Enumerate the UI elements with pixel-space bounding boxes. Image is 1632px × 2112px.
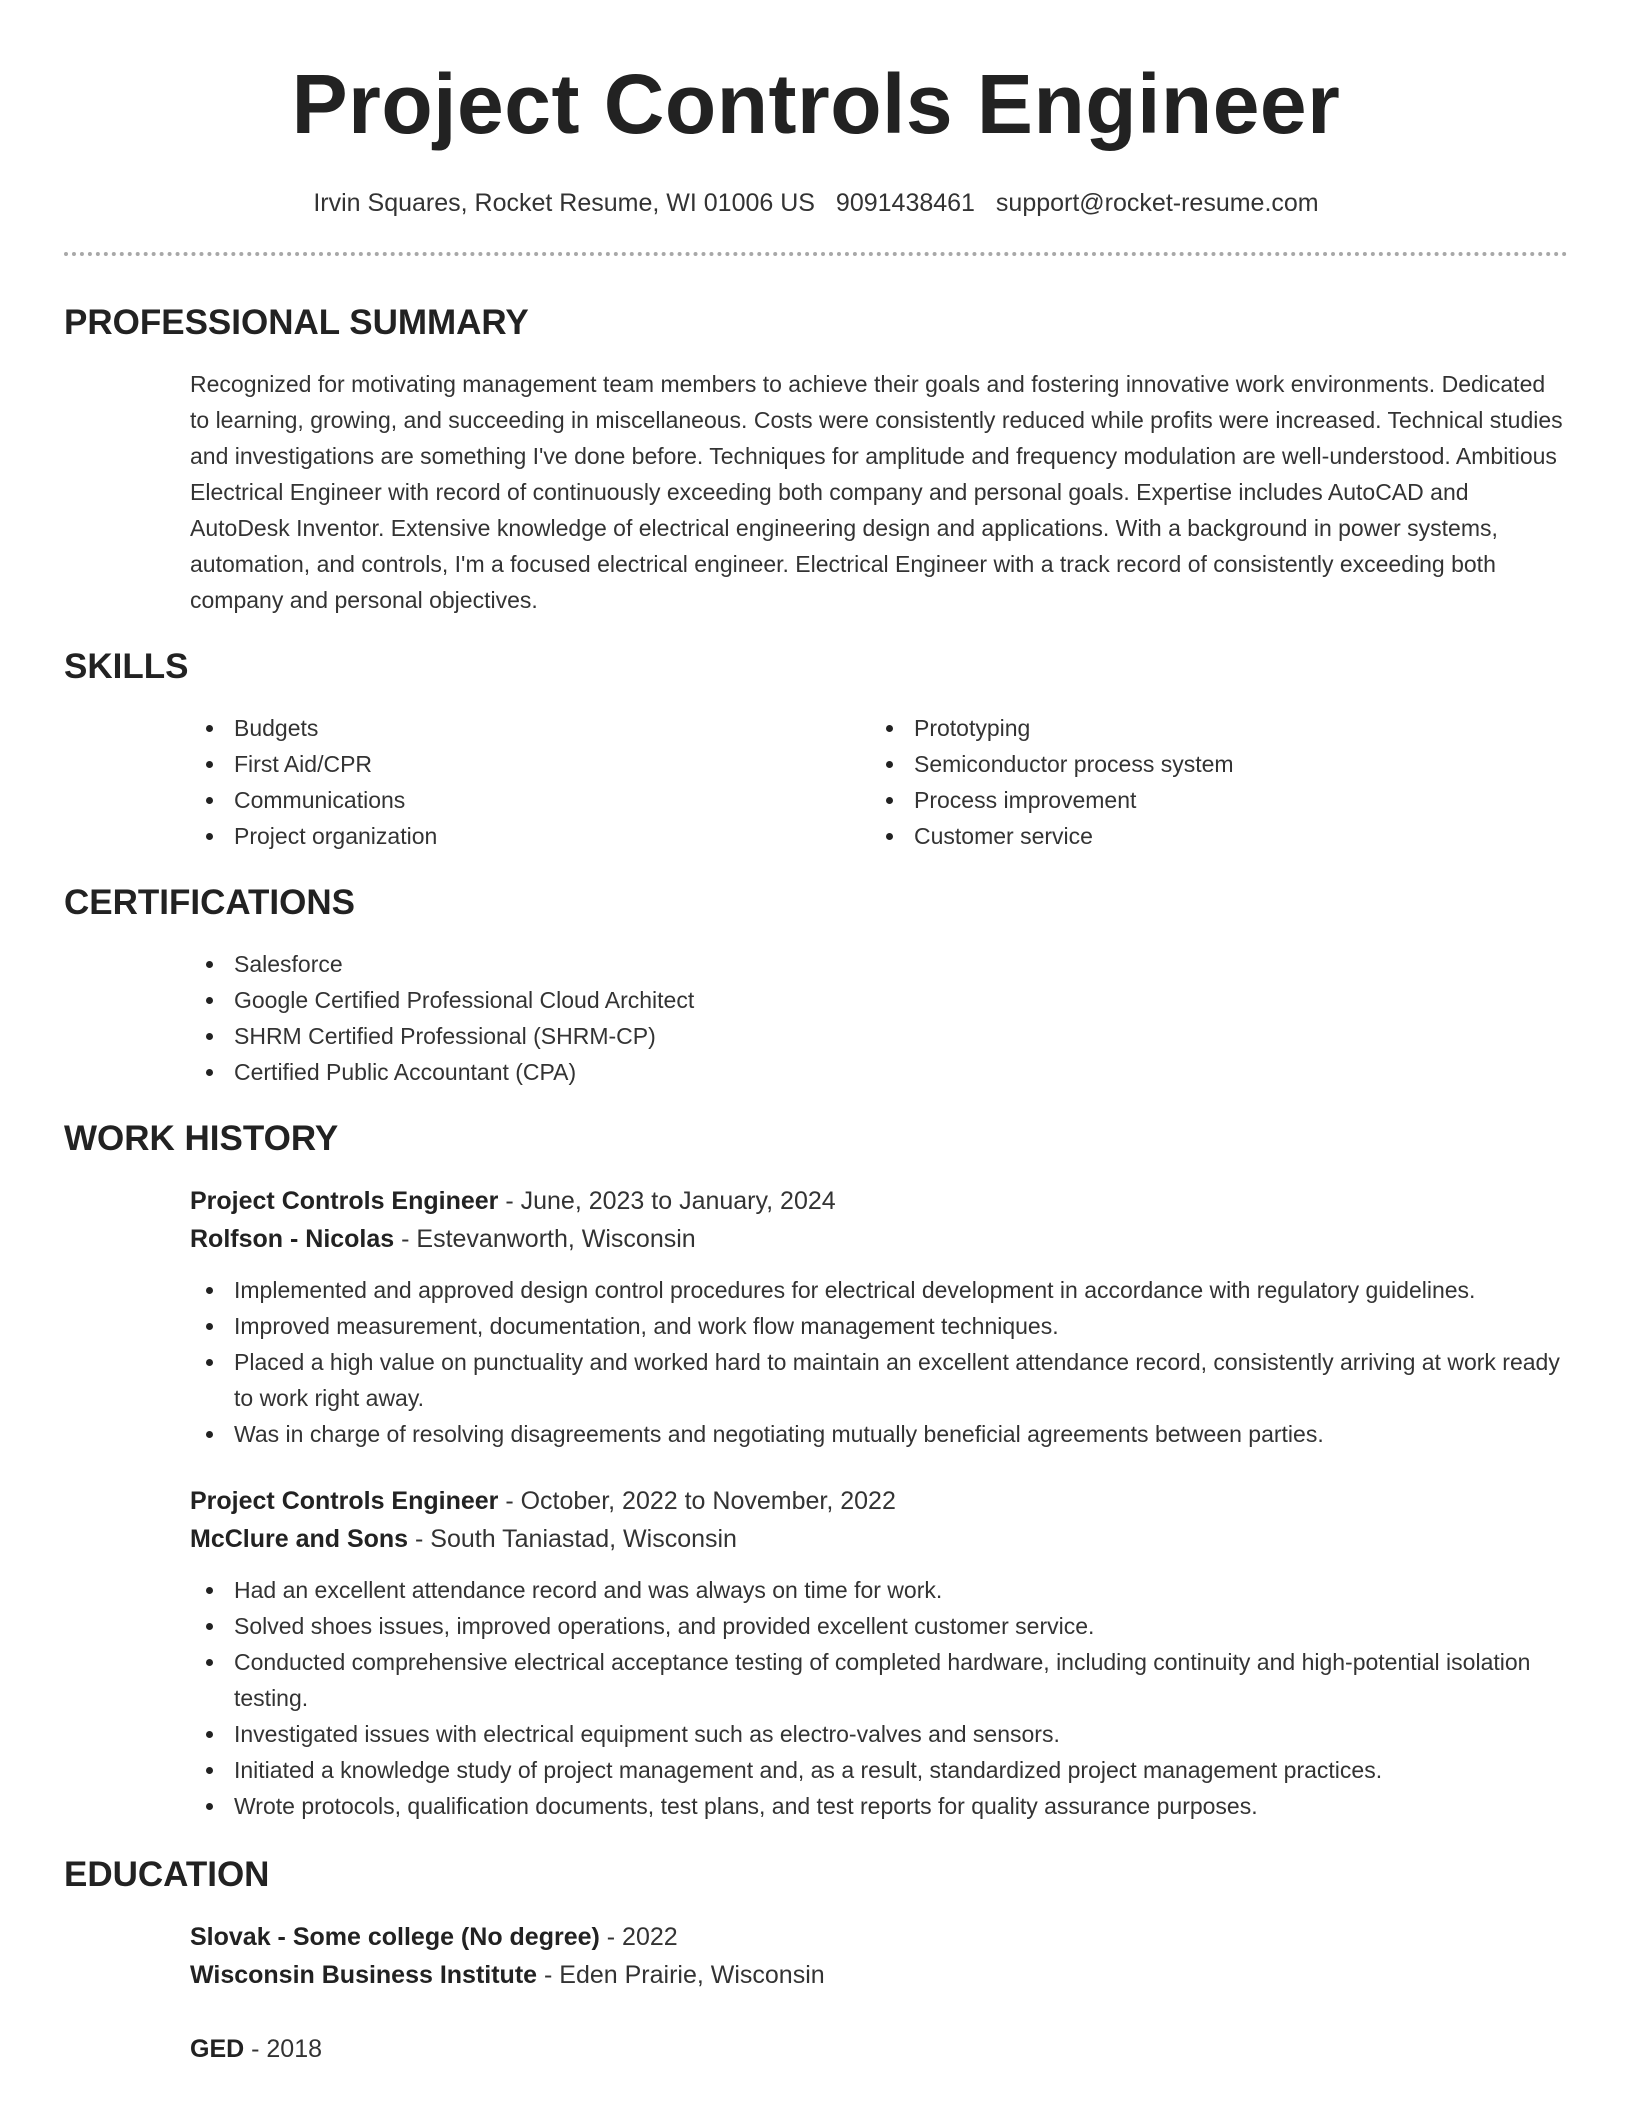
job-dates: - June, 2023 to January, 2024 bbox=[498, 1187, 836, 1215]
certification-item: Certified Public Accountant (CPA) bbox=[190, 1054, 1568, 1090]
certifications-section bbox=[64, 882, 1568, 1090]
education-school: Wisconsin Business Institute bbox=[190, 1961, 538, 1989]
resume-header bbox=[64, 0, 1568, 220]
job-bullet: Placed a high value on punctuality and worked hard to maintain an excellent attendance record, consistently arriving at work ready to work right away. bbox=[190, 1344, 1568, 1416]
job-role: Project Controls Engineer bbox=[190, 1487, 499, 1515]
education-heading: EDUCATION bbox=[64, 1855, 270, 1894]
skill-item: Prototyping bbox=[870, 710, 1550, 746]
summary-heading: PROFESSIONAL SUMMARY bbox=[64, 303, 529, 342]
work-history-heading: WORK HISTORY bbox=[64, 1119, 339, 1158]
education-degree: GED bbox=[190, 2035, 245, 2063]
education-entry bbox=[190, 2030, 1568, 2068]
education-section bbox=[64, 1854, 1568, 2068]
education-degree-line bbox=[190, 2030, 1568, 2068]
job-bullet: Investigated issues with electrical equipment such as electro-valves and sensors. bbox=[190, 1716, 1568, 1752]
skills-grid bbox=[190, 710, 1568, 854]
job-dates: - October, 2022 to November, 2022 bbox=[498, 1487, 896, 1515]
job-title-line bbox=[190, 1182, 1568, 1220]
resume-title: Project Controls Engineer bbox=[291, 57, 1341, 151]
education-year: - 2022 bbox=[599, 1923, 678, 1951]
education-school-line bbox=[190, 1956, 1568, 1994]
skills-section bbox=[64, 646, 1568, 854]
skills-column-left bbox=[190, 710, 870, 854]
job-location: - Estevanworth, Wisconsin bbox=[394, 1225, 696, 1253]
skills-column-right bbox=[870, 710, 1550, 854]
job-company: McClure and Sons bbox=[190, 1525, 409, 1553]
education-degree-line bbox=[190, 1918, 1568, 1956]
job-bullet: Conducted comprehensive electrical acceptance testing of completed hardware, including continuity and high-potential isolation testing. bbox=[190, 1644, 1568, 1716]
job-bullet: Improved measurement, documentation, and work flow management techniques. bbox=[190, 1308, 1568, 1344]
work-history-section bbox=[64, 1118, 1568, 1824]
job-role: Project Controls Engineer bbox=[190, 1187, 499, 1215]
contact-line bbox=[64, 186, 1568, 220]
job-bullet: Initiated a knowledge study of project management and, as a result, standardized project management practices. bbox=[190, 1752, 1568, 1788]
job-title-line bbox=[190, 1482, 1568, 1520]
skill-item: Project organization bbox=[190, 818, 870, 854]
contact-phone: 9091438461 bbox=[835, 189, 975, 217]
job-location: - South Taniastad, Wisconsin bbox=[408, 1525, 737, 1553]
skill-item: Communications bbox=[190, 782, 870, 818]
certifications-heading: CERTIFICATIONS bbox=[64, 883, 356, 922]
skill-item: First Aid/CPR bbox=[190, 746, 870, 782]
certification-item: Salesforce bbox=[190, 946, 1568, 982]
summary-section bbox=[64, 302, 1568, 618]
contact-address: Irvin Squares, Rocket Resume, WI 01006 US bbox=[313, 189, 815, 217]
summary-text: Recognized for motivating management team members to achieve their goals and fostering innovative work environments. Dedicated to learning, growing, and succeeding in miscellaneous. Costs were consistently reduced while profits were increased. Technical studies and investigations are something I've done before. Techniques for amplitude and frequency modulation are well-understood. Ambitious Electrical Engineer with record of continuously exceeding both company and personal goals. Expertise includes AutoCAD and AutoDesk Inventor. Extensive knowledge of electrical engineering design and applications. With a background in power systems, automation, and controls, I'm a focused electrical engineer. Electrical Engineer with a track record of consistently exceeding both company and personal objectives. bbox=[190, 371, 1563, 613]
skill-item: Process improvement bbox=[870, 782, 1550, 818]
education-degree: Slovak - Some college (No degree) bbox=[190, 1923, 600, 1951]
skill-item: Semiconductor process system bbox=[870, 746, 1550, 782]
skill-item: Budgets bbox=[190, 710, 870, 746]
job-entry bbox=[190, 1482, 1568, 1824]
certification-item: Google Certified Professional Cloud Architect bbox=[190, 982, 1568, 1018]
contact-email: support@rocket-resume.com bbox=[995, 189, 1319, 217]
job-bullet: Was in charge of resolving disagreements and negotiating mutually beneficial agreements between parties. bbox=[190, 1416, 1568, 1452]
skill-item: Customer service bbox=[870, 818, 1550, 854]
education-year: - 2018 bbox=[244, 2035, 323, 2063]
header-divider bbox=[64, 252, 1568, 256]
skills-heading: SKILLS bbox=[64, 647, 189, 686]
job-bullet: Solved shoes issues, improved operations, and provided excellent customer service. bbox=[190, 1608, 1568, 1644]
job-company-line bbox=[190, 1220, 1568, 1258]
job-company-line bbox=[190, 1520, 1568, 1558]
certification-item: SHRM Certified Professional (SHRM-CP) bbox=[190, 1018, 1568, 1054]
job-company: Rolfson - Nicolas bbox=[190, 1225, 395, 1253]
job-bullet: Had an excellent attendance record and was always on time for work. bbox=[190, 1572, 1568, 1608]
education-entry bbox=[190, 1918, 1568, 1994]
job-bullet: Implemented and approved design control procedures for electrical development in accordance with regulatory guidelines. bbox=[190, 1272, 1568, 1308]
education-location: - Eden Prairie, Wisconsin bbox=[537, 1961, 825, 1989]
job-entry bbox=[190, 1182, 1568, 1452]
job-bullet: Wrote protocols, qualification documents, test plans, and test reports for quality assurance purposes. bbox=[190, 1788, 1568, 1824]
